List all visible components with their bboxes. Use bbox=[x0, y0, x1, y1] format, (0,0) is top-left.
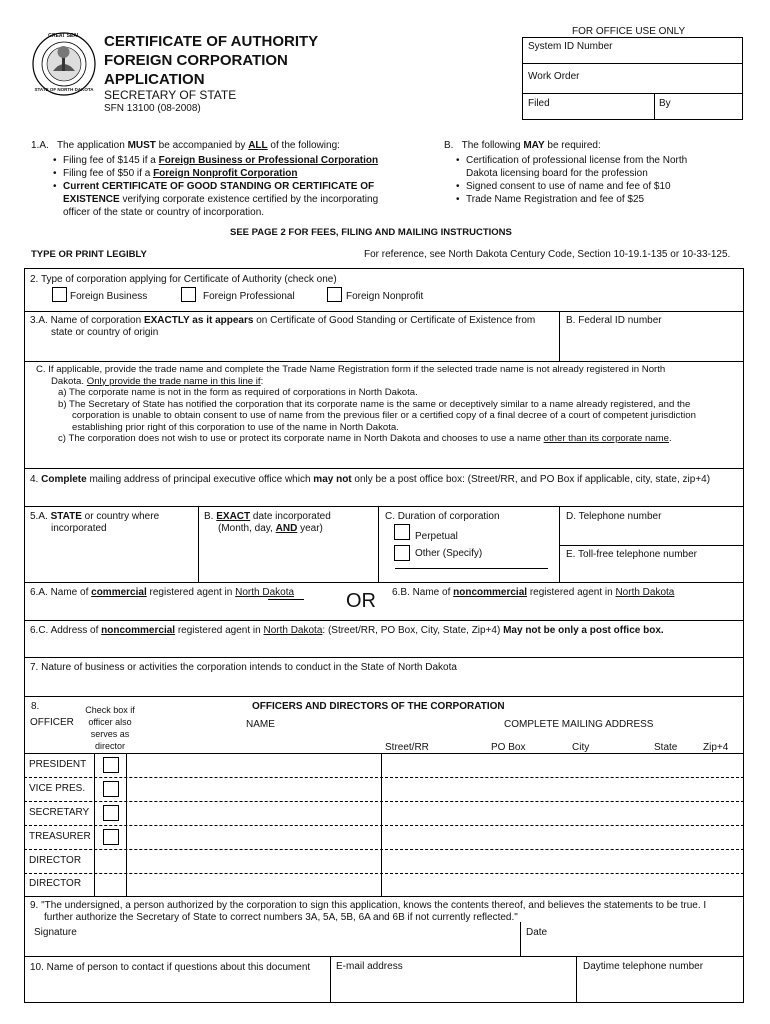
officer-row[interactable] bbox=[24, 801, 744, 825]
other-duration-checkbox[interactable] bbox=[394, 545, 410, 561]
officer-title: PRESIDENT bbox=[29, 759, 87, 770]
agency-name: SECRETARY OF STATE bbox=[104, 88, 237, 102]
section-2-label: 2. Type of corporation applying for Certificate of Authority (check one) bbox=[30, 274, 337, 285]
office-use-heading: FOR OFFICE USE ONLY bbox=[572, 26, 686, 37]
seal-top-text: GREAT SEAL bbox=[48, 33, 80, 39]
or-divider: OR bbox=[346, 590, 376, 612]
form-number: SFN 13100 (08-2008) bbox=[104, 103, 201, 114]
section-1a-number: 1.A. bbox=[31, 140, 49, 151]
email-field[interactable]: E-mail address bbox=[336, 961, 403, 972]
director-row[interactable] bbox=[24, 873, 744, 896]
section-1a bbox=[31, 139, 401, 219]
federal-id-field[interactable]: B. Federal ID number bbox=[566, 315, 662, 326]
section-8-number: 8. bbox=[31, 701, 40, 712]
officers-directors-heading: OFFICERS AND DIRECTORS OF THE CORPORATION bbox=[252, 701, 505, 712]
work-order-field[interactable]: Work Order bbox=[528, 71, 580, 82]
foreign-professional-checkbox[interactable] bbox=[181, 287, 196, 302]
professional-license-item: • Certification of professional license from the North Dakota licensing board for the profession bbox=[456, 154, 711, 180]
fee-145-item: • Filing fee of $145 if a Foreign Business or Professional Corporation bbox=[53, 154, 401, 167]
section-1a-text2: be accompanied by bbox=[155, 140, 249, 151]
other-duration-line[interactable] bbox=[395, 568, 548, 569]
contact-name-field[interactable]: 10. Name of person to contact if questions about this document bbox=[30, 962, 311, 973]
daytime-phone-field[interactable]: Daytime telephone number bbox=[583, 961, 704, 972]
see-page-2-note: SEE PAGE 2 FOR FEES, FILING AND MAILING INSTRUCTIONS bbox=[230, 227, 512, 238]
by-field[interactable]: By bbox=[659, 98, 671, 109]
section-1b: B. The following MAY be required: • Certification of professional license from the North Dakota licensing board for the profession • Signed consent to use of name and fee of $10 • Trade Name Registration and fee of $25 bbox=[444, 139, 714, 206]
toll-free-field[interactable]: E. Toll-free telephone number bbox=[566, 549, 698, 560]
officer-title: DIRECTOR bbox=[29, 878, 82, 889]
director-row[interactable] bbox=[24, 849, 744, 873]
foreign-nonprofit-checkbox[interactable] bbox=[327, 287, 342, 302]
type-print-note: TYPE OR PRINT LEGIBLY bbox=[31, 249, 147, 260]
director-check-note: Check box if officer also serves as director bbox=[85, 705, 135, 751]
officer-title: DIRECTOR bbox=[29, 855, 82, 866]
foreign-nonprofit-label: Foreign Nonprofit bbox=[346, 291, 424, 302]
officer-row[interactable] bbox=[24, 753, 744, 777]
duration-label: C. Duration of corporation bbox=[385, 511, 500, 522]
foreign-professional-label: Foreign Professional bbox=[203, 291, 295, 302]
name-column-header: NAME bbox=[246, 719, 275, 730]
officer-title: SECRETARY bbox=[29, 807, 90, 818]
officer-row[interactable] bbox=[24, 777, 744, 801]
address-column-header: COMPLETE MAILING ADDRESS bbox=[504, 719, 654, 730]
certification-statement: 9. "The undersigned, a person authorized by the corporation to sign this application, knows the contents thereof, and believes the statements to be true. I further authorize the Secretary of State to correct numbers 3A, 5A, 5B, 6A and 6B if not currently reflected." bbox=[30, 900, 707, 923]
foreign-business-label: Foreign Business bbox=[70, 291, 148, 302]
perpetual-checkbox[interactable] bbox=[394, 524, 410, 540]
form-title-line1: CERTIFICATE OF AUTHORITY bbox=[104, 33, 319, 50]
noncommercial-agent-address-field[interactable]: 6.C. Address of noncommercial registered agent in North Dakota: (Street/RR, PO Box, City, State, Zip+4) May not be only a post office box. bbox=[30, 625, 664, 636]
zip-column-header: Zip+4 bbox=[703, 742, 729, 753]
date-incorporated-field[interactable]: B. EXACT date incorporated (Month, day, AND year) bbox=[204, 511, 331, 534]
officer-row[interactable] bbox=[24, 825, 744, 849]
director-checkbox[interactable] bbox=[103, 757, 119, 773]
section-1a-text: The application bbox=[56, 140, 128, 151]
form-title-line2: FOREIGN CORPORATION bbox=[104, 52, 288, 69]
other-duration-label: Other (Specify) bbox=[415, 548, 483, 559]
telephone-field[interactable]: D. Telephone number bbox=[566, 511, 662, 522]
po-box-column-header: PO Box bbox=[491, 742, 526, 753]
principal-office-address-field[interactable]: 4. Complete mailing address of principal executive office which may not only be a post office box: (Street/RR, and PO Box if applicable, city, state, zip+4) bbox=[30, 474, 711, 485]
consent-fee-item: • Signed consent to use of name and fee of $10 bbox=[456, 180, 714, 193]
reference-note: For reference, see North Dakota Century Code, Section 10-19.1-135 or 10-33-125. bbox=[364, 249, 731, 260]
perpetual-label: Perpetual bbox=[415, 531, 458, 542]
trade-name-item: • Trade Name Registration and fee of $25 bbox=[456, 193, 714, 206]
corporation-name-field[interactable]: 3.A. Name of corporation EXACTLY as it appears on Certificate of Good Standing or Certificate of Existence from state or country of origin bbox=[30, 315, 536, 338]
date-field[interactable]: Date bbox=[526, 927, 548, 938]
seal-bottom-text: STATE OF NORTH DAKOTA bbox=[34, 87, 94, 92]
noncommercial-agent-field[interactable]: 6.B. Name of noncommercial registered agent in North Dakota bbox=[392, 587, 675, 598]
commercial-agent-field[interactable]: 6.A. Name of commercial registered agent in North Dakota bbox=[30, 587, 295, 598]
officer-column-header: OFFICER bbox=[30, 717, 74, 728]
director-checkbox[interactable] bbox=[103, 805, 119, 821]
fee-50-item: • Filing fee of $50 if a Foreign Nonprofit Corporation bbox=[53, 167, 401, 180]
officer-title: TREASURER bbox=[29, 831, 91, 842]
director-checkbox[interactable] bbox=[103, 781, 119, 797]
filed-field[interactable]: Filed bbox=[528, 98, 550, 109]
form-title-line3: APPLICATION bbox=[104, 71, 205, 88]
trade-name-field[interactable]: C. If applicable, provide the trade name and complete the Trade Name Registration form if the selected trade name is not already registered in North Dakota. Only provide the trade name in this line if: a) The corporate name is not in the form as required of corporations in North Dakota. b) The Secretary of State has notified the corporation that its corporate name is the same or deceptively similar to a name already registered, and the corporation is unable to obtain consent to use of name from the previous filer or a certified copy of a final decree of a court of competent jurisdiction establishing prior right of this corporation to use of the name in North Dakota. c) The corporation does not wish to use or protect its corporate name in North Dakota and chooses to use a name other than its corporate name. bbox=[36, 364, 696, 444]
section-1a-all: ALL bbox=[248, 140, 268, 151]
director-checkbox[interactable] bbox=[103, 829, 119, 845]
signature-field[interactable]: Signature bbox=[34, 927, 77, 938]
state-seal bbox=[31, 31, 97, 97]
state-incorporated-field[interactable]: 5.A. STATE or country where incorporated bbox=[30, 511, 160, 534]
officer-title: VICE PRES. bbox=[29, 783, 86, 794]
foreign-business-checkbox[interactable] bbox=[52, 287, 67, 302]
section-1a-must: MUST bbox=[127, 140, 156, 151]
system-id-field[interactable]: System ID Number bbox=[528, 41, 613, 52]
city-column-header: City bbox=[572, 742, 590, 753]
street-column-header: Street/RR bbox=[385, 742, 429, 753]
state-column-header: State bbox=[654, 742, 678, 753]
good-standing-item: • Current CERTIFICATE OF GOOD STANDING OR CERTIFICATE OF EXISTENCE verifying corporate existence certified by the incorporating officer of the state or country of incorporation. bbox=[53, 180, 393, 219]
section-1a-text3: of the following: bbox=[267, 140, 340, 151]
nature-of-business-field[interactable]: 7. Nature of business or activities the corporation intends to conduct in the State of North Dakota bbox=[30, 662, 457, 673]
